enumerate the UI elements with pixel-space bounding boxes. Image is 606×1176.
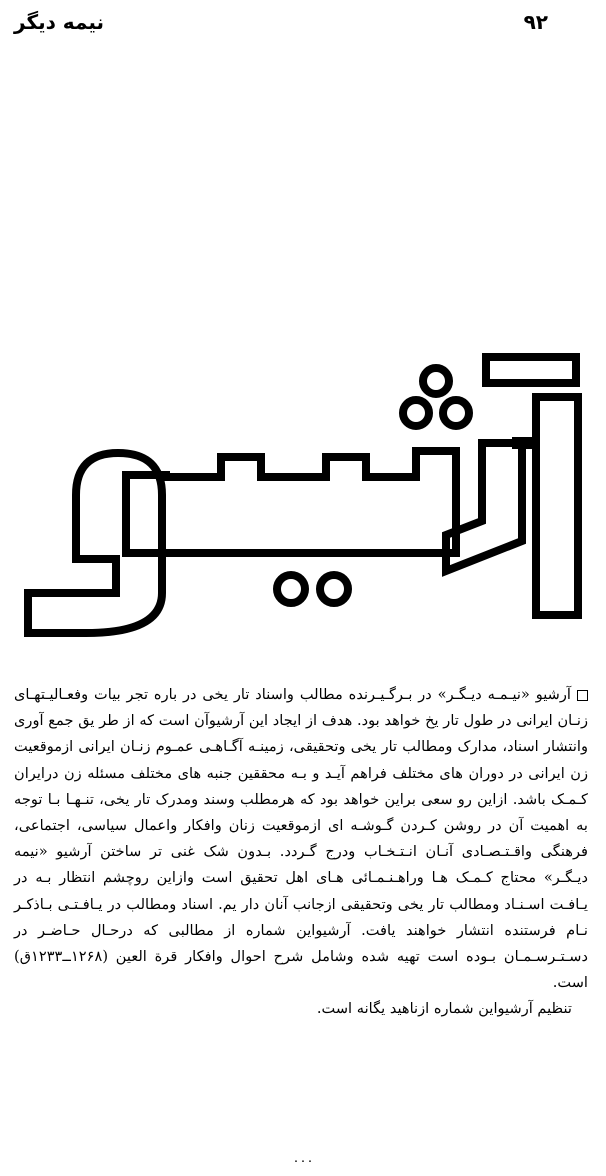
article-paragraph-1 [14, 682, 588, 996]
page-number: ۹۲ [523, 10, 548, 34]
article-opening-phrase: آرشیو «نیـمـه دیـگـر» [437, 686, 571, 703]
archive-wordmark-graphic [16, 345, 590, 637]
square-bullet-icon [577, 690, 588, 701]
page-header [14, 10, 592, 40]
article-paragraph-2: تنظیم آرشیواین شماره ازناهید یگانه است. [316, 1000, 572, 1018]
article-body [14, 682, 588, 1023]
archive-wordmark-logo [16, 345, 590, 637]
journal-title: نیمه دیگر [14, 10, 105, 34]
article-paragraph-1-text: در بـرگـیـرنده مطالب واسناد تار یخی در باره تجر بیات وفعـالیـتهـای زنـان ایرانی در طول تار یخ خواهد بود. هدف از ایجاد این آرشیوآن است که از طر یق جمع آوری وانتشار اسناد، مدارک ومطالب تار یخی وتحقیقی، زمینـه آگـاهـی عمـوم زنـان ایرانی ازموقعیت زن ایرانی در دوران های مختلف فراهم آیـد و بـه محققین جنبه های مختلف مسئله زن درایران کـمـک باشد. ازاین رو سعی براین خواهد بود که هرمطلب وسند ومدرک تار یخی، تنـهـا بـا توجه به اهمیت آن در روشن کـردن گـوشـه ای ازموقعیت زنان وافکار واعمال سیاسی، اجتماعی، فرهنگی واقـتـصـادی آنـان انـتـخـاب ودرج گـردد. بـدون شک غنی تر ساختن آرشیو «نیمه دیـگـر» محتاج کـمـک هـا وراهـنـمـائی هـای اهل تحقیق است وازاین روچشم انتظار بـه در یـافـت اسـنـاد ومطالب تار یخی وتحقیقی ازجانب آنان دار یم. اسناد ومطالب در یـافـتـی بـاذکـر نـام فرستنده انتشار خواهند یافت. آرشیواین شماره از مطالبی که درحـال حـاضـر در دسـتـرسـمـان بـوده است تهیه شده وشامل شرح احوال وافکار قرة العین (۱۲۶۸ــ۱۲۳۳ق) است. [14, 686, 588, 992]
section-end-mark: ۰۰۰ [292, 1154, 314, 1169]
